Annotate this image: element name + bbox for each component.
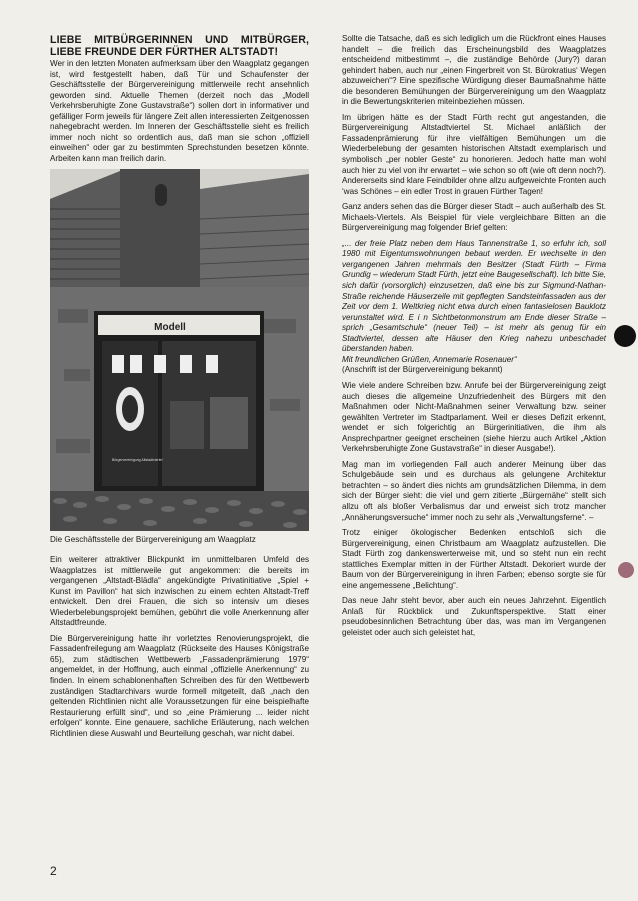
school-building-paragraph: Mag man im vorliegenden Fall auch anderer Meinung über das Schulgebäude sein und es durchaus als gelungene Architektur betrachten – so ändert dies nichts am grundsätzlichen Dilemma, in dem sich der Bürger sieht: die viel und gern zitierte „Bürgernähe“ stellt sich allzu oft als bloßer Verbalismus dar und erweist sich trotz mancher „Annäherungsversuche“ immer noch zu sehr als „Verwaltungsferne“. – xyxy=(342,459,606,522)
renovation-paragraph: Die Bürgervereinigung hatte ihr vorletztes Renovierungsprojekt, die Fassadenfreilegung am Waagplatz (Rückseite des Hauses Königstraße 65), zum städtischen Wettbewerb „Fassadenprämierung 1979“ angemeldet, in der Hoffnung, auch einmal „offizielle Anerkennung“ zu finden. In einem schablonenhaften Schreiben des für den Wettbewerb zuständigen Stadtarchivars wurde formell mitgeteilt, daß „nach den geltenden Richtlinien nicht alle Voraussetzungen für eine beispielhafte Restaurierung erfüllt sind“, und so „eine Prämierung ... leider nicht erfolgen“ konnte. Eine genauere, sachliche Erläuterung, nach welchen Richtlinien diese Auswahl und Beurteilung geschah, war nicht dabei. xyxy=(50,633,309,738)
letter-closing: Mit freundlichen Grüßen, Annemarie Rosenauer“ xyxy=(342,354,517,364)
storefront-illustration xyxy=(50,169,309,531)
left-column xyxy=(50,34,309,744)
rear-facade-paragraph: Sollte die Tatsache, daß es sich lediglich um die Rückfront eines Hauses handelt – die freilich das Erscheinungsbild des Waagplatzes entscheidend mitbestimmt –, die zuständige Behörde (Jury?) daran gehindert haben, auch nur „einen Fingerbreit von St. Bürokratius‘ Wegen abzuweichen“? Eine spezifische Würdigung dieser Baumaßnahme hätte die besonderen Bemühungen der Bürgervereinigung um den Waagplatz in die Bewertungskriterien miteinbeziehen müssen. xyxy=(342,34,606,107)
citizens-paragraph: Ganz anders sehen das die Bürger dieser Stadt – auch außerhalb des St. Michaels-Viertels. Als Beispiel für viele vergleichbare Bitten an die Bürgervereinigung mag folgender Brief gelten: xyxy=(342,202,606,233)
christmas-tree-paragraph: Trotz einiger ökologischer Bedenken entschloß sich die Bürgervereinigung, einen Christbaum am Waagplatz aufzustellen. Die Stadt Fürth zog dankenswerterweise mit, und so steht nun ein recht stattliches Exemplar mitten in der Fürther Altstadt. Dekoriert wurde der Baum von der Bürgervereinigung in ihren Farben; ebenso sorgte sie für eine angemessene „Belichtung“. xyxy=(342,528,606,590)
letter-note: (Anschrift ist der Bürgervereinigung bekannt) xyxy=(342,365,503,375)
page-headline: LIEBE MITBÜRGERINNEN UND MITBÜRGER, LIEBE FREUNDE DER FÜRTHER ALTSTADT! xyxy=(50,34,309,58)
right-column xyxy=(342,34,606,644)
punch-hole-mark xyxy=(618,562,634,578)
citizen-letter: „... der freie Platz neben dem Haus Tannenstraße 1, so erfuhr ich, soll 1980 mit Eigentumswohnungen bebaut werden. Er wechselte in den vergangenen Jahren mehrmals den Besitzer (Stadt Fürth – Firma Grundig – wiederum Stadt Fürth, jetzt eine Baugesellschaft). Ich bitte Sie, sich dafür (vorsorglich) einzusetzen, daß eine bis zur Sigmund-Nathan-Straße reichende Häuserzeile mit gepflegten Sandsteinfassaden aus der Zeit vor dem 1. Weltkrieg nicht etwa durch einen fantasielosen Bauklotz verunstaltet wird. E i n Sichtbetonmonstrum am Ende dieser Straße – sprich „Gesamtschule“ (neuer Teil) – ist mehr als genug für ein Stadtviertel, dessen alte Häuser den Krieg nahezu unbeschadet überstanden haben. xyxy=(342,238,606,354)
shop-sign-text: Modell xyxy=(154,322,186,334)
storefront-photo xyxy=(50,169,309,531)
photo-caption: Die Geschäftsstelle der Bürgervereinigung am Waagplatz xyxy=(50,535,256,545)
window-sign-text: Bürgervereinigung Altstadtviertel xyxy=(112,458,163,463)
new-year-paragraph: Das neue Jahr steht bevor, aber auch ein neues Jahrzehnt. Eigentlich Anlaß für Rückblick und Zukunftsperspektive. Statt einer pseudobesinnlichen Betrachtung über das, was man im Vergangenen geleistet oder auch sich geleistet hat, xyxy=(342,596,606,637)
intro-paragraph: Wer in den letzten Monaten aufmerksam über den Waagplatz gegangen ist, wird festgestellt haben, daß Tür und Schaufenster der Geschäftsstelle der Bürgervereinigung mittlerweile recht ansehnlich geworden sind. Aktuelle Themen (derzeit noch das „Modell Verkehrsberuhigte Zone Gustavstraße“) sollen dort in informativer und gefälliger Form jeweils für längere Zeit allen interessierten Zeitgenossen nahegebracht werden. Im Inneren der Geschäftsstelle sieht es freilich immer noch nicht so ordentlich aus, daß man sie schon „offiziell einweihen“ oder gar zu bestimmten Sprechstunden besetzen könnte. Arbeiten kann man freilich darin. xyxy=(50,59,309,163)
page-number: 2 xyxy=(50,864,57,878)
punch-hole-mark xyxy=(614,325,636,347)
pavilion-paragraph: Ein weiterer attraktiver Blickpunkt im unmittelbaren Umfeld des Waagplatzes ist mittlerweile gut angekommen: die bereits im vergangenen „Altstadt-Blädla“ angekündigte Privatinitiative „Spiel + Kunst im Pavillon“ hat sich inzwischen zu einem echten Altstadt-Treff entwickelt. Den drei Frauen, die sich so intensiv um dieses Wiederbelebungsprojekt bemühen, gebührt die volle Anerkennung aller Altstadtfreunde. xyxy=(50,555,309,628)
city-gesture-paragraph: Im übrigen hätte es der Stadt Fürth recht gut angestanden, die Bürgervereinigung Altstadtviertel St. Michael anläßlich der Fassadenprämierung für ihre vielfältigen Bemühungen um die Wiederbelebung der gesamten historischen Altstadt exemplarisch und symbolisch „per nobler Geste“ zu honorieren. Jedoch hatte man wohl auch hier zu viel von ihr erwartet – wie schon so oft (wie oft denn noch?). Andererseits sind klare Feindbilder ohne allzu aufgeweichte Fronten auch ‘was Schönes – ein edler Trost in grauen Fürther Tagen! xyxy=(342,112,606,196)
dissatisfaction-paragraph: Wie viele andere Schreiben bzw. Anrufe bei der Bürgervereinigung zeigt auch dieses die allgemeine Unzufriedenheit des Bürgers mit den Maßnahmen oder Nicht-Maßnahmen seiner Verwaltung bzw. seiner gewählten Vertreter im Stadtparlament. Weil er dieses Defizit erkennt, wendet er sich folgerichtig an Bürgerinitiativen, die ihm als Ansprechpartner geeignet erscheinen (siehe hierzu auch Artikel „Aktion Verkehrsberuhigte Zone Gustavstraße“ in dieser Ausgabe!). xyxy=(342,380,606,454)
